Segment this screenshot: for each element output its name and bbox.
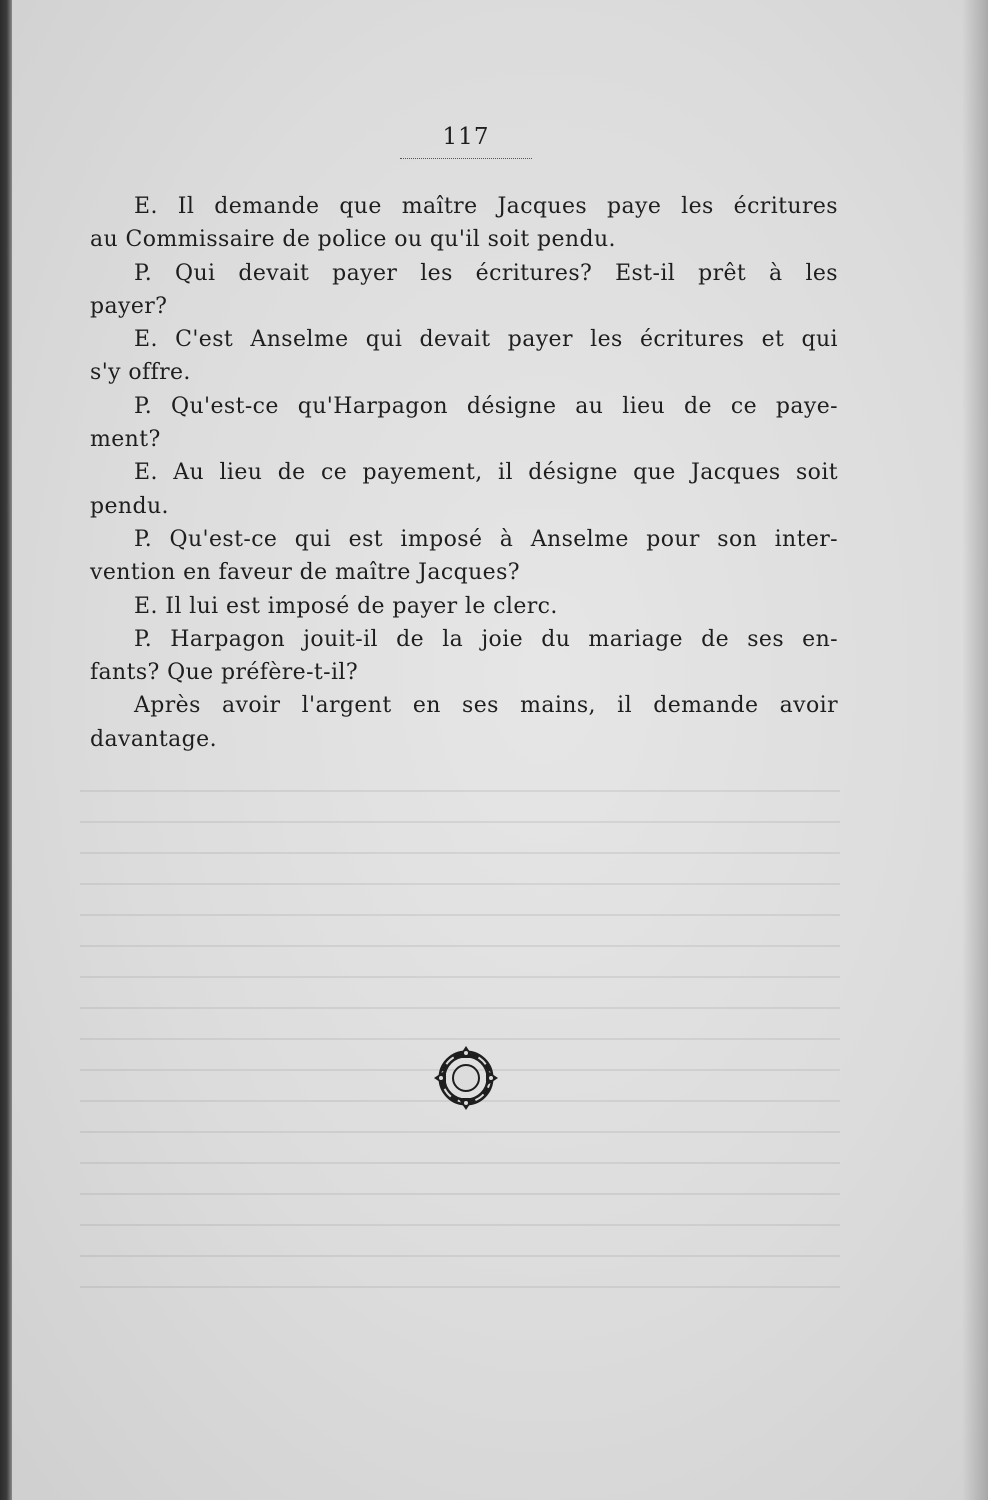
text-line: P. Qu'est-ce qui est imposé à Anselme pour son inter-: [134, 526, 838, 552]
text-line: E. Il demande que maître Jacques paye les écritures: [134, 194, 838, 219]
text-line: P. Harpagon jouit-il de la joie du mariage de ses en-: [134, 626, 838, 652]
text-line: s'y offre.: [90, 360, 191, 386]
bleed-through-text: [80, 790, 840, 1290]
text-line: E. Il lui est imposé de payer le clerc.: [134, 593, 558, 619]
text-line: Après avoir l'argent en ses mains, il demande avoir: [134, 693, 838, 719]
text-line: E. Au lieu de ce payement, il désigne que Jacques soit: [134, 460, 838, 486]
text-line: fants? Que préfère-t-il?: [90, 660, 359, 686]
text-line: pendu.: [90, 493, 169, 519]
text-line: ment?: [90, 427, 161, 453]
text-line: vention en faveur de maître Jacques?: [90, 560, 520, 586]
text-line: E. C'est Anselme qui devait payer les écritures et qui: [134, 327, 838, 353]
body-text: [90, 190, 838, 756]
celtic-knot-ornament-icon: [432, 1044, 500, 1112]
text-line: P. Qui devait payer les écritures? Est-il prêt à les: [134, 260, 838, 286]
text-line: au Commissaire de police ou qu'il soit pendu.: [90, 227, 616, 253]
page-edge-shadow: [962, 0, 988, 1500]
text-line: P. Qu'est-ce qu'Harpagon désigne au lieu de ce paye-: [134, 393, 838, 419]
text-line: davantage.: [90, 726, 217, 752]
binding-edge: [0, 0, 12, 1500]
page-number: 117: [400, 124, 532, 159]
text-line: payer?: [90, 293, 168, 319]
